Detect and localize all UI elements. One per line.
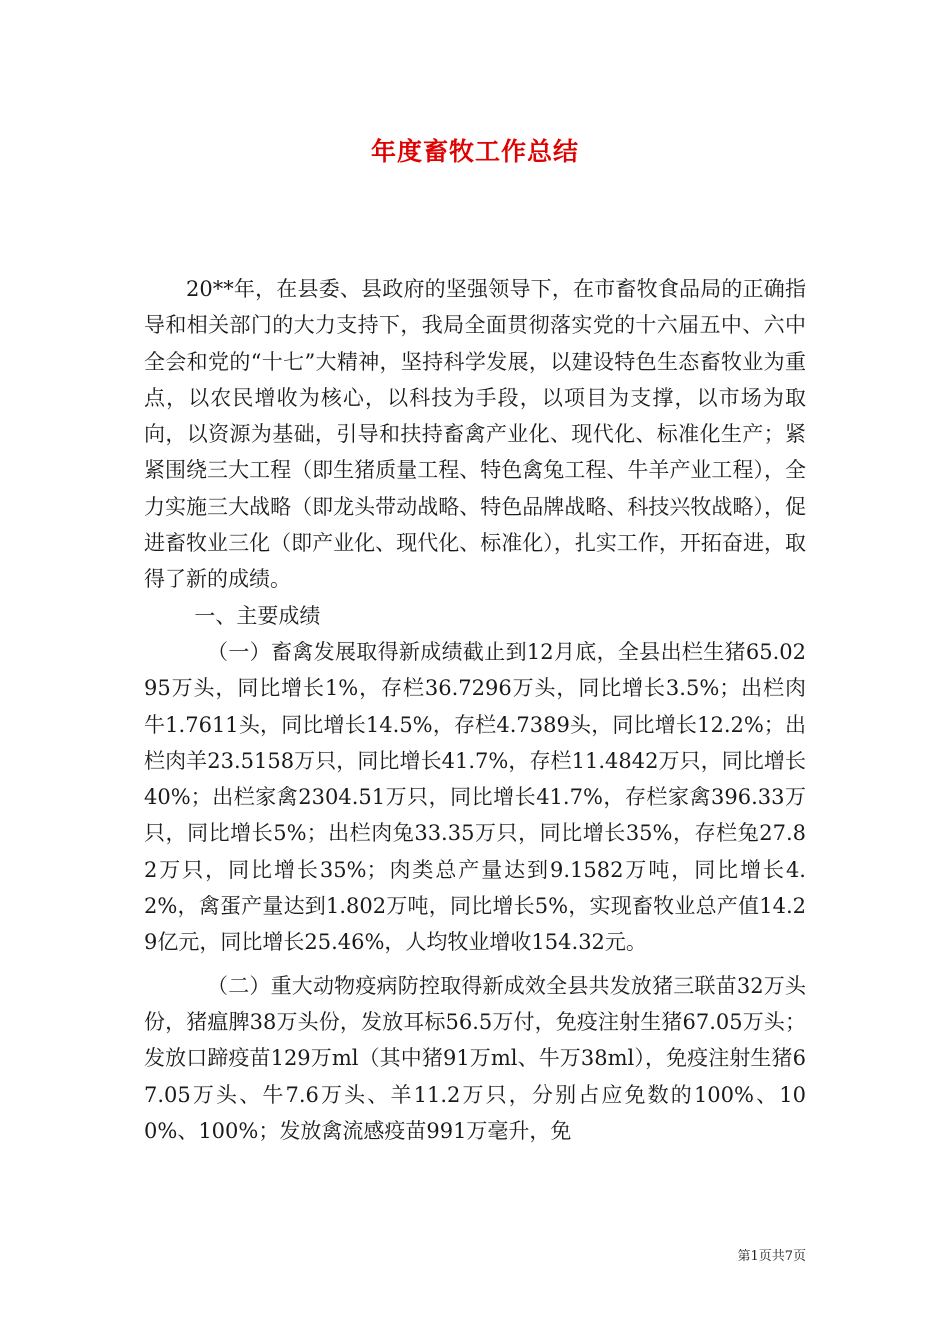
- section-heading: 一、主要成绩: [194, 603, 321, 628]
- page-number: 第1页共7页: [737, 1249, 806, 1264]
- intro-paragraph: 20**年，在县委、县政府的坚强领导下，在市畜牧食品局的正确指导和相关部门的大力支持下，我局全面贯彻落实党的十六届五中、六中全会和党的“十七”大精神，坚持科学发展，以建设特色生态畜牧业为重点，以农民增收为核心，以科技为手段，以项目为支撑，以市场为取向，以资源为基础，引导和扶持畜禽产业化、现代化、标准化生产；紧紧围绕三大工程（即生猪质量工程、特色禽兔工程、牛羊产业工程），全力实施三大战略（即龙头带动战略、特色品牌战略、科技兴牧战略），促进畜牧业三化（即产业化、现代化、标准化），扎实工作，开拓奋进，取得了新的成绩。: [144, 277, 806, 592]
- subsection-livestock-paragraph: （一）畜禽发展取得新成绩截止到12月底，全县出栏生猪65.0295万头，同比增长1%，存栏36.7296万头，同比增长3.5%；出栏肉牛1.7611头，同比增长14.5%，存栏4.7389头，同比增长12.2%；出栏肉羊23.5158万只，同比增长41.7%，存栏11.4842万只，同比增长40%；出栏家禽2304.51万只，同比增长41.7%，存栏家禽396.33万只，同比增长5%；出栏肉兔33.35万只，同比增长35%，存栏兔27.82万只，同比增长35%；肉类总产量达到9.1582万吨，同比增长4.2%，禽蛋产量达到1.802万吨，同比增长5%，实现畜牧业总产值14.29亿元，同比增长25.46%，人均牧业增收154.32元。: [144, 639, 806, 955]
- document-body: [144, 271, 806, 1149]
- subsection-epidemic-paragraph: （二）重大动物疫病防控取得新成效全县共发放猪三联苗32万头份，猪瘟脾38万头份，发放耳标56.5万付，免疫注射生猪67.05万头；发放口蹄疫苗129万ml（其中猪91万ml、牛万38ml），免疫注射生猪67.05万头、牛7.6万头、羊11.2万只，分别占应免数的100%、100%、100%；发放禽流感疫苗991万毫升，免: [144, 973, 806, 1143]
- document-title: 年度畜牧工作总结: [370, 137, 579, 166]
